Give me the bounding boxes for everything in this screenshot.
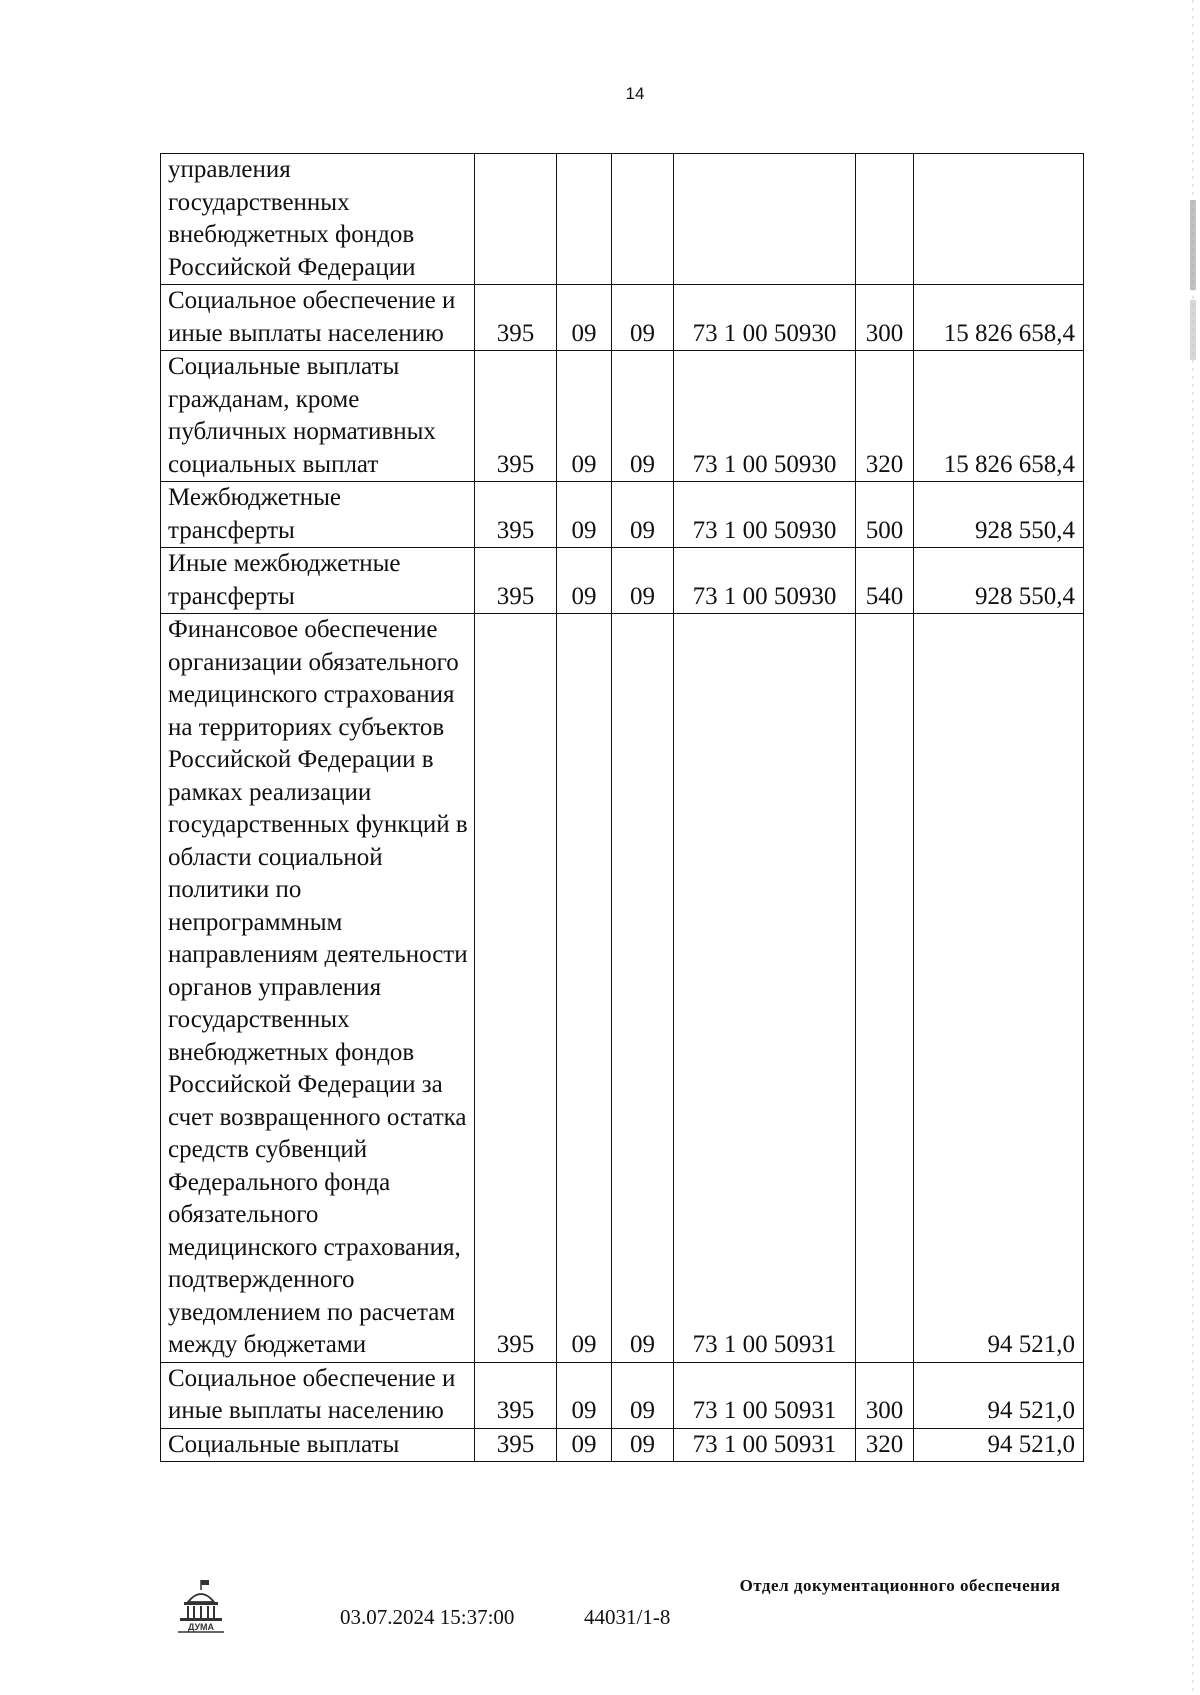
cell-amount: 15 826 658,4	[914, 351, 1084, 482]
cell-amount: 94 521,0	[914, 1428, 1084, 1462]
cell-target-article: 73 1 00 50930	[674, 285, 856, 351]
cell-grbs: 395	[475, 1362, 557, 1428]
cell-name: Иные межбюджетные трансферты	[161, 548, 475, 614]
cell-section: 09	[557, 614, 612, 1363]
budget-table	[160, 153, 1084, 1462]
cell-amount: 94 521,0	[914, 1362, 1084, 1428]
cell-amount: 15 826 658,4	[914, 285, 1084, 351]
cell-section: 09	[557, 351, 612, 482]
cell-subsection: 09	[612, 1362, 674, 1428]
table-row	[161, 351, 1084, 482]
cell-name: Социальное обеспечение и иные выплаты населению	[161, 285, 475, 351]
cell-section: 09	[557, 1362, 612, 1428]
cell-target-article: 73 1 00 50931	[674, 1428, 856, 1462]
cell-section: 09	[557, 285, 612, 351]
cell-grbs: 395	[475, 351, 557, 482]
cell-expense-type	[856, 154, 914, 285]
cell-expense-type: 500	[856, 482, 914, 548]
scan-edge-artifact	[1190, 0, 1196, 1695]
cell-expense-type: 320	[856, 1428, 914, 1462]
footer-department-stamp: Отдел документационного обеспечения	[739, 1576, 1061, 1595]
cell-amount: 928 550,4	[914, 548, 1084, 614]
cell-grbs: 395	[475, 285, 557, 351]
cell-target-article: 73 1 00 50930	[674, 482, 856, 548]
cell-target-article: 73 1 00 50930	[674, 548, 856, 614]
table-row	[161, 1362, 1084, 1428]
cell-name: Финансовое обеспечение организации обязательного медицинского страхования на территориях субъектов Российской Федерации в рамках реализации государственных функций в области социальной политики по непрограммным направлениям деятельности органов управления государственных внебюджетных фондов Российской Федерации за счет возвращенного остатка средств субвенций Федерального фонда обязательного медицинского страхования, подтвержденного уведомлением по расчетам между бюджетами	[161, 614, 475, 1363]
cell-section: 09	[557, 482, 612, 548]
cell-target-article: 73 1 00 50931	[674, 1362, 856, 1428]
cell-subsection: 09	[612, 482, 674, 548]
cell-name: управления государственных внебюджетных фондов Российской Федерации	[161, 154, 475, 285]
table-row	[161, 154, 1084, 285]
table-row	[161, 548, 1084, 614]
cell-subsection: 09	[612, 285, 674, 351]
cell-subsection	[612, 154, 674, 285]
cell-expense-type: 300	[856, 1362, 914, 1428]
cell-subsection: 09	[612, 614, 674, 1363]
cell-expense-type	[856, 614, 914, 1363]
cell-amount	[914, 154, 1084, 285]
budget-table-body	[161, 154, 1084, 1462]
table-row	[161, 482, 1084, 548]
cell-target-article: 73 1 00 50931	[674, 614, 856, 1363]
cell-subsection: 09	[612, 1428, 674, 1462]
cell-grbs: 395	[475, 482, 557, 548]
cell-section: 09	[557, 1428, 612, 1462]
cell-grbs: 395	[475, 614, 557, 1363]
cell-section	[557, 154, 612, 285]
page-number: 14	[625, 84, 645, 103]
cell-expense-type: 540	[856, 548, 914, 614]
footer-datetime: 03.07.2024 15:37:00	[340, 1605, 515, 1629]
duma-building-icon	[172, 1578, 230, 1636]
cell-expense-type: 320	[856, 351, 914, 482]
table-row	[161, 1428, 1084, 1462]
table-row	[161, 285, 1084, 351]
cell-name: Социальные выплаты гражданам, кроме публичных нормативных социальных выплат	[161, 351, 475, 482]
footer-doc-code: 44031/1-8	[584, 1605, 671, 1629]
cell-grbs	[475, 154, 557, 285]
cell-section: 09	[557, 548, 612, 614]
cell-grbs: 395	[475, 1428, 557, 1462]
cell-expense-type: 300	[856, 285, 914, 351]
cell-name: Социальное обеспечение и иные выплаты населению	[161, 1362, 475, 1428]
cell-name: Социальные выплаты	[161, 1428, 475, 1462]
cell-amount: 928 550,4	[914, 482, 1084, 548]
cell-subsection: 09	[612, 548, 674, 614]
cell-subsection: 09	[612, 351, 674, 482]
cell-target-article	[674, 154, 856, 285]
table-row	[161, 614, 1084, 1363]
cell-grbs: 395	[475, 548, 557, 614]
logo-text: ДУМА	[187, 1622, 215, 1632]
cell-amount: 94 521,0	[914, 614, 1084, 1363]
cell-name: Межбюджетные трансферты	[161, 482, 475, 548]
cell-target-article: 73 1 00 50930	[674, 351, 856, 482]
